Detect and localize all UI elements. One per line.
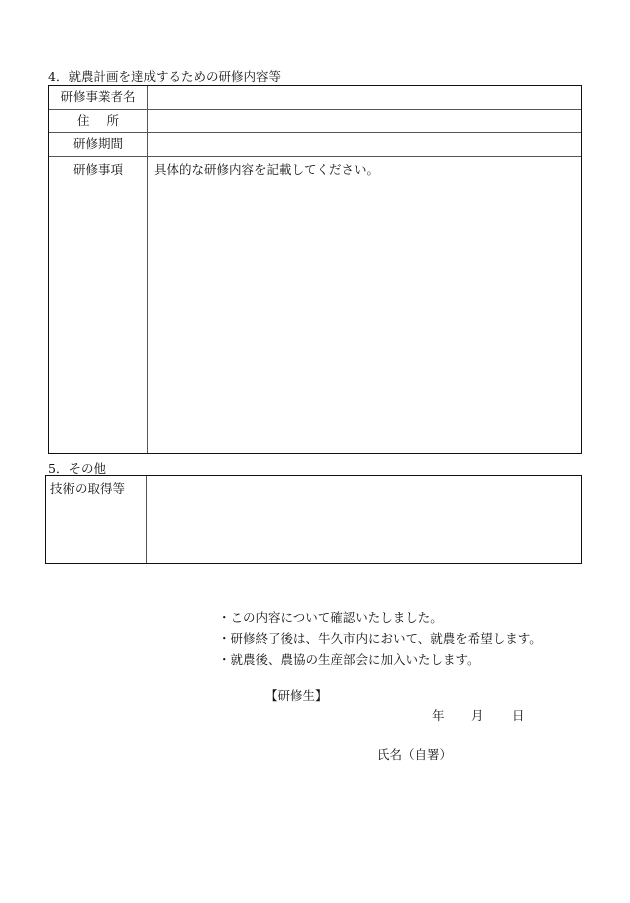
training-provider-label: 研修事業者名 (49, 86, 148, 110)
training-period-field[interactable] (148, 133, 582, 157)
date-day-label: 日 (512, 708, 525, 723)
date-year-label: 年 (432, 708, 445, 723)
training-provider-field[interactable] (148, 86, 582, 110)
trainee-label: 【研修生】 (265, 688, 328, 703)
other-table (45, 475, 582, 564)
address-field[interactable] (148, 110, 582, 133)
confirmation-item: ・この内容について確認いたしました。 (218, 610, 443, 625)
training-items-field[interactable]: 具体的な研修内容を記載してください。 (148, 157, 582, 454)
training-items-label: 研修事項 (49, 157, 148, 454)
address-label: 住 所 (49, 110, 148, 133)
confirmation-item: ・就農後、農協の生産部会に加入いたします。 (218, 652, 480, 667)
date-month-label: 月 (471, 708, 484, 723)
skill-acquisition-label: 技術の取得等 (46, 476, 147, 564)
confirmation-list (218, 607, 542, 670)
confirmation-item: ・研修終了後は、牛久市内において、就農を希望します。 (218, 631, 542, 646)
training-period-label: 研修期間 (49, 133, 148, 157)
signature-label: 氏名（自署） (377, 747, 453, 762)
section5-heading: 5．その他 (48, 461, 106, 476)
training-content-table (48, 85, 582, 454)
skill-acquisition-field[interactable] (147, 476, 582, 564)
section4-heading: 4．就農計画を達成するための研修内容等 (48, 69, 281, 84)
